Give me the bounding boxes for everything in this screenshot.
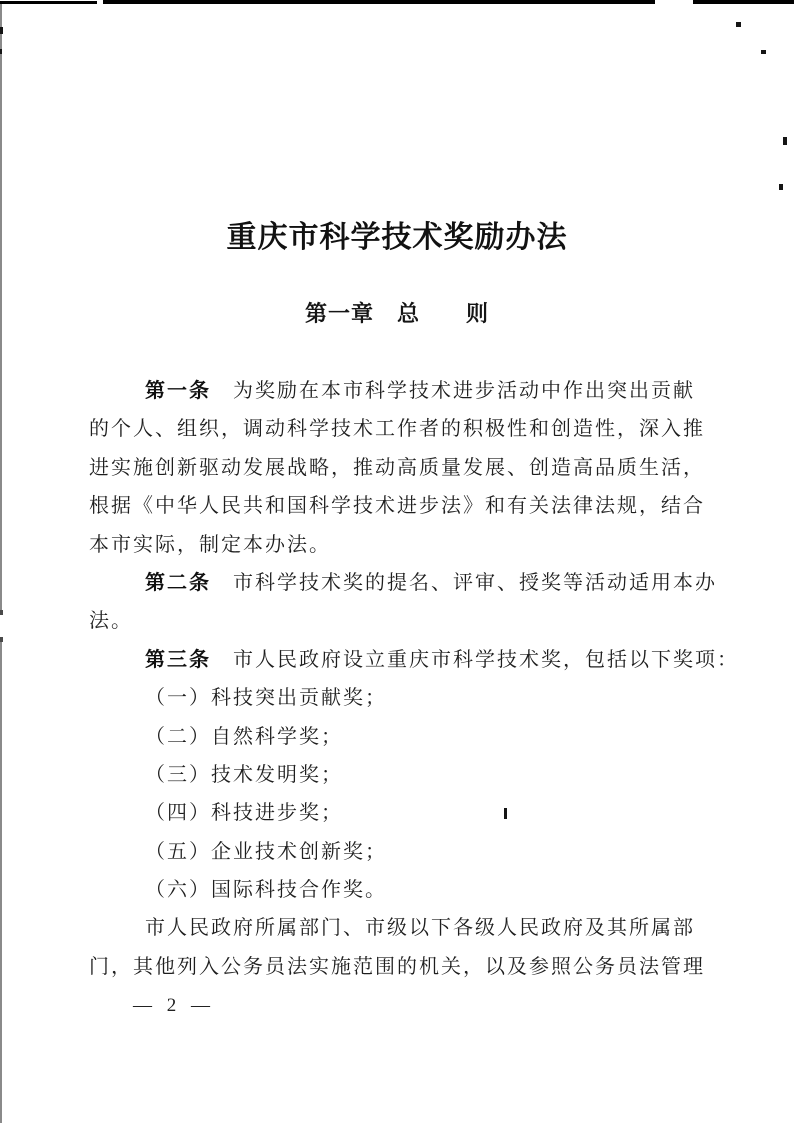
chapter-heading: 第一章 总 则 (304, 301, 489, 326)
page-number: — 2 — (133, 995, 215, 1016)
text-line (89, 871, 709, 909)
scan-speck (0, 27, 3, 34)
text-line (89, 449, 709, 487)
article-number: 第二条 (145, 571, 211, 594)
line-text: （二）自然科学奖； (145, 725, 343, 748)
text-line (89, 564, 717, 602)
text-line (89, 718, 709, 756)
text-line (89, 833, 709, 871)
line-text: 市科学技术奖的提名、评审、授奖等活动适用本办 (233, 571, 717, 594)
text-line (89, 526, 709, 564)
text-line (89, 948, 709, 986)
line-text: 市人民政府设立重庆市科学技术奖，包括以下奖项： (233, 648, 739, 671)
text-line (89, 487, 709, 525)
scan-speck (779, 184, 783, 190)
line-text: （六）国际科技合作奖。 (145, 879, 387, 902)
text-line (89, 794, 709, 832)
scan-edge-top-segment (693, 0, 794, 4)
scan-speck (0, 49, 2, 54)
scan-edge-left-break-tick (0, 610, 3, 615)
article-number: 第三条 (145, 648, 211, 671)
line-text: 为奖励在本市科学技术进步活动中作出突出贡献 (233, 380, 695, 402)
scan-speck (783, 137, 787, 145)
scan-edge-left-lower (0, 640, 2, 1123)
line-text: （一）科技突出贡献奖； (145, 687, 387, 710)
line-text: 的个人、组织，调动科学技术工作者的积极性和创造性，深入推 (89, 418, 705, 441)
scan-speck (761, 50, 766, 54)
line-text: （三）技术发明奖； (145, 763, 343, 786)
line-text: 市人民政府所属部门、市级以下各级人民政府及其所属部 (145, 917, 695, 940)
text-line (89, 909, 709, 947)
document-title: 重庆市科学技术奖励办法 (226, 221, 568, 254)
document-body (89, 372, 739, 986)
scan-edge-left-break-tick (0, 637, 3, 642)
text-line (89, 756, 709, 794)
line-text: 法。 (89, 610, 133, 633)
text-line (89, 679, 709, 717)
text-line (89, 602, 709, 640)
scan-edge-top-segment (103, 0, 655, 4)
scan-speck (736, 22, 741, 27)
text-line (89, 410, 709, 448)
line-text: 本市实际，制定本办法。 (89, 533, 331, 556)
text-line (89, 372, 709, 410)
line-text: 门，其他列入公务员法实施范围的机关，以及参照公务员法管理 (89, 955, 705, 978)
line-text: 进实施创新驱动发展战略，推动高质量发展、创造高品质生活， (89, 456, 705, 479)
line-text: （四）科技进步奖； (145, 802, 343, 825)
text-line (89, 641, 739, 679)
scan-edge-top-segment (0, 1, 97, 4)
line-text: 根据《中华人民共和国科学技术进步法》和有关法律法规，结合 (89, 495, 705, 518)
article-number: 第一条 (145, 380, 211, 402)
line-text: （五）企业技术创新奖； (145, 840, 387, 863)
